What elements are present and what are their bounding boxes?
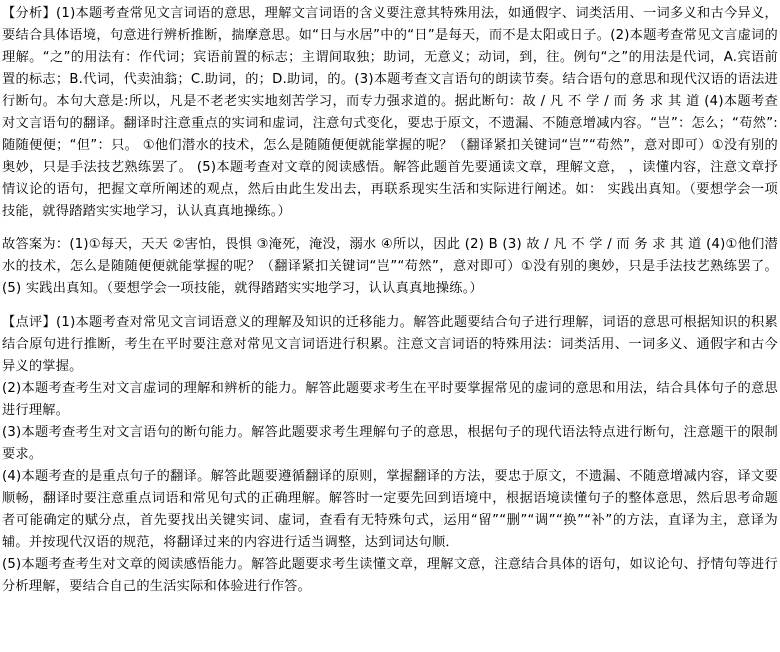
comment-paragraph-1: 【点评】(1)本题考查对常见文言词语意义的理解及知识的迁移能力。解答此题要结合句子进行理解，词语的意思可根据知识的积累结合原句进行推断，考生在平时要注意对常见文言词语进行积累。注意文言词语的特殊用法：词类活用、一词多义、通假字和古今异义的掌握。 [2, 315, 778, 374]
comment-paragraph-2: (2)本题考查考生对文言虚词的理解和辨析的能力。解答此题要求考生在平时要掌握常见的虚词的意思和用法，结合具体句子的意思进行理解。 [2, 381, 778, 418]
comment-paragraph-3: (3)本题考查考生对文言语句的断句能力。解答此题要求考生理解句子的意思，根据句子的现代语法特点进行断句，注意题干的限制要求。 [2, 425, 778, 462]
analysis-paragraph: 【分析】(1)本题考查常见文言词语的意思，理解文言词语的含义要注意其特殊用法，如通假字、词类活用、一词多义和古今异义，要结合具体语境，句意进行辨析推断，揣摩意思。如“日与水居”中的“日”是每天，而不是太阳或日子。(2)本题考查常见文言虚词的理解。“之”的用法有：作代词；宾语前置的标志；主谓间取独；助词，无意义；动词，到，往。例句“之”的用法是代词，A.宾语前置的标志；B.代词，代卖油翁；C.助词，的；D.助词，的。(3)本题考查文言语句的朗读节奏。结合语句的意思和现代汉语的语法进行断句。本句大意是:所以，凡是不老老实实地刻苦学习，而专力强求道的。据此断句：故 / 凡 不 学 / 而 务 求 其 道 (4)本题考查对文言语句的翻译。翻译时注意重点的实词和虚词，注意句式变化，要忠于原文，不遗漏、不随意增减内容。“岂”：怎么；“苟然”:随随便便；“但”：只。 ①他们潜水的技术，怎么是随随便便就能掌握的呢？（翻译紧扣关键词“岂”“苟然”，意对即可）①没有别的奥妙，只是手法技艺熟练罢了。 (5)本题考查对文章的阅读感悟。解答此题首先要通读文章，理解文意， ，读懂内容，注意文章抒情议论的语句，把握文章所阐述的观点，然后由此生发出去，再联系现实生活和实际进行阐述。如： 实践出真知。（要想学会一项技能，就得踏踏实实地学习，认认真真地操练。） [2, 6, 778, 219]
answer-paragraph: 故答案为：(1)①每天，天天 ②害怕，畏惧 ③淹死，淹没，溺水 ④所以，因此 (2) B (3) 故 / 凡 不 学 / 而 务 求 其 道 (4)①他们潜水的技术，怎么是随随便便就能掌握的呢？（翻译紧扣关键词“岂”“苟然”，意对即可）①没有别的奥妙，只是手法技艺熟练罢了。(5) 实践出真知。（要想学会一项技能，就得踏踏实实地学习，认认真真地操练。） [2, 237, 778, 296]
analysis-section [2, 3, 778, 223]
comment-paragraph-4: (4)本题考查的是重点句子的翻译。解答此题要遵循翻译的原则，掌握翻译的方法，要忠于原文，不遗漏、不随意增减内容，译文要顺畅，翻译时要注意重点词语和常见句式的正确理解。解答时一定要先回到语境中，根据语境读懂句子的整体意思，然后思考命题者可能确定的赋分点，首先要找出关键实词、虚词，查看有无特殊句式，运用“留”“删”“调”“换”“补”的方法，直译为主，意译为辅。并按现代汉语的规范，将翻译过来的内容进行适当调整，达到词达句顺． [2, 469, 778, 550]
comment-section [2, 312, 778, 598]
comment-paragraph-5: (5)本题考查考生对文章的阅读感悟能力。解答此题要求考生读懂文章，理解文意，注意结合具体的语句，如议论句、抒情句等进行分析理解，要结合自己的生活实际和体验进行作答。 [2, 557, 778, 594]
answer-section [2, 234, 778, 300]
